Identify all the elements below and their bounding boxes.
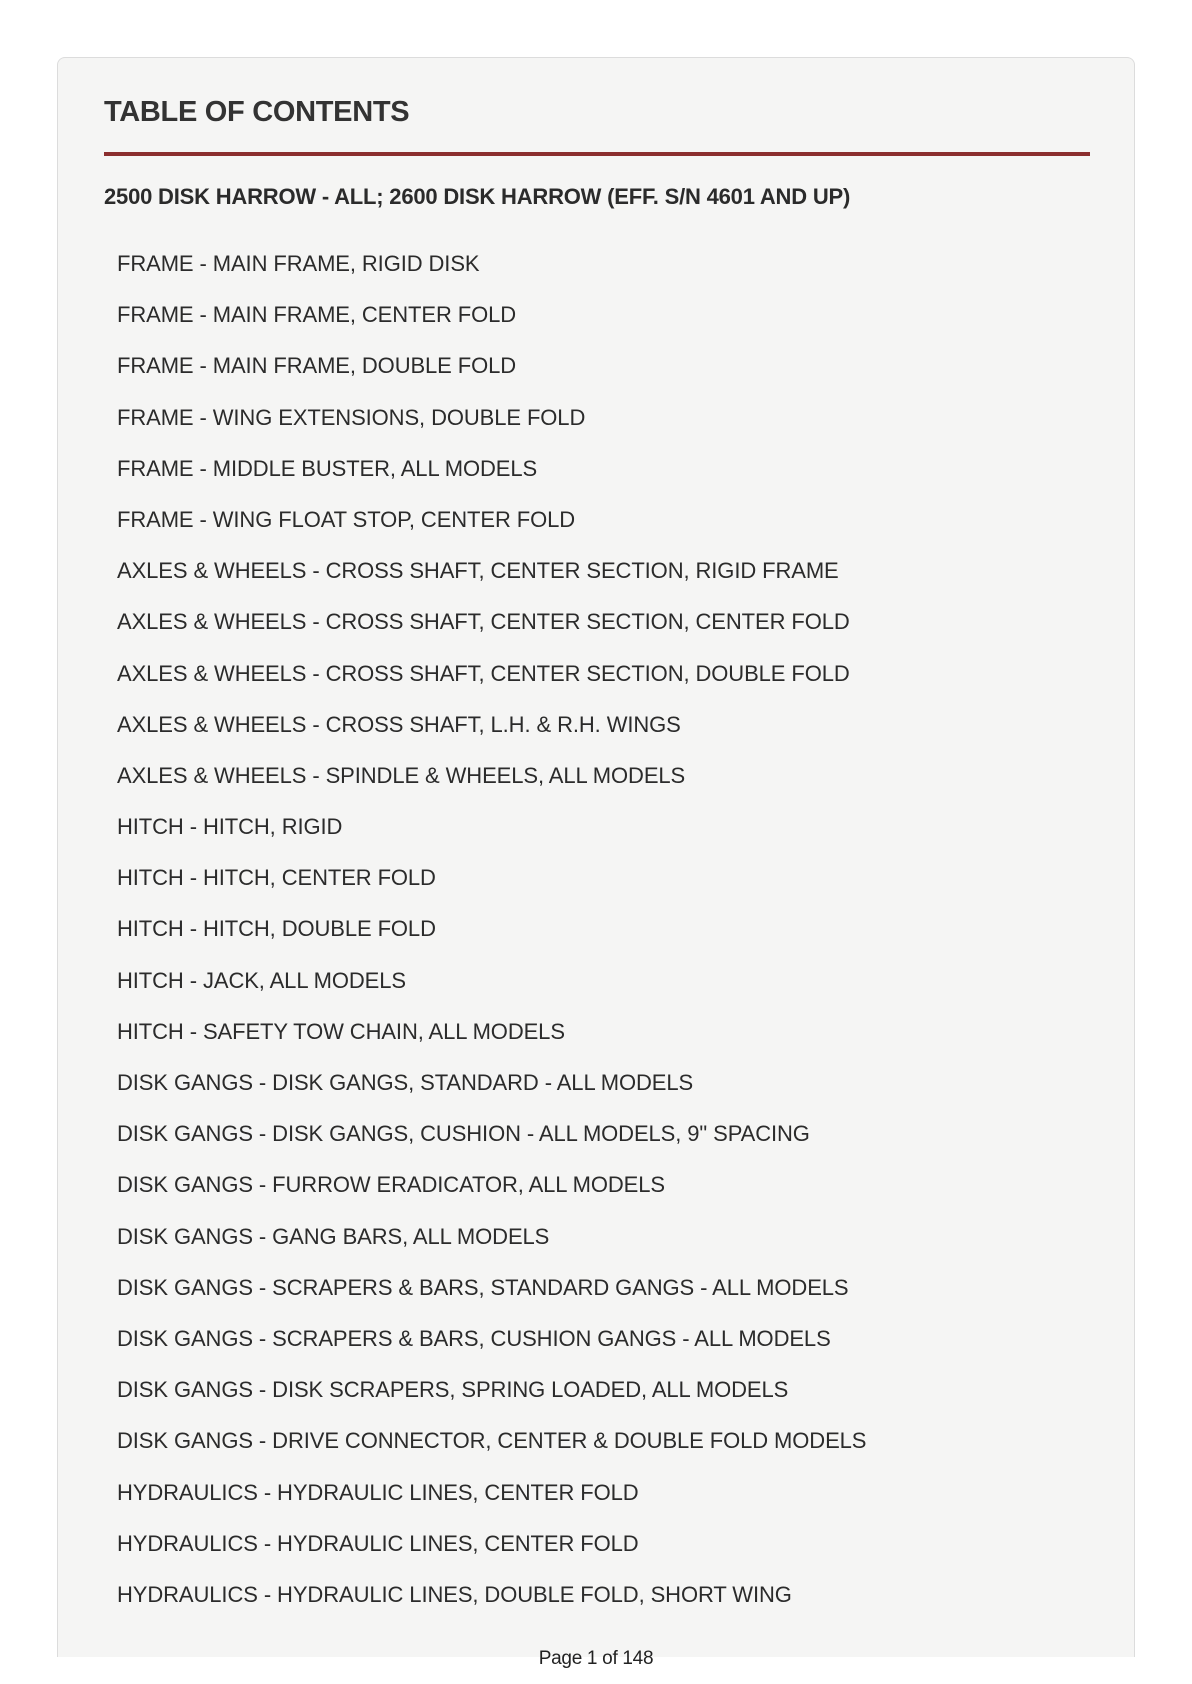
toc-entry[interactable]: AXLES & WHEELS - SPINDLE & WHEELS, ALL MODELS <box>117 762 686 788</box>
toc-entry[interactable]: HITCH - SAFETY TOW CHAIN, ALL MODELS <box>117 1018 565 1044</box>
toc-entry[interactable]: DISK GANGS - DRIVE CONNECTOR, CENTER & DOUBLE FOLD MODELS <box>117 1428 867 1454</box>
toc-entry[interactable]: FRAME - WING FLOAT STOP, CENTER FOLD <box>117 506 576 532</box>
toc-entry[interactable]: DISK GANGS - DISK GANGS, STANDARD - ALL MODELS <box>117 1070 694 1095</box>
toc-entry[interactable]: DISK GANGS - SCRAPERS & BARS, CUSHION GANGS - ALL MODELS <box>117 1325 831 1351</box>
toc-panel <box>57 57 1135 1657</box>
toc-entry[interactable]: AXLES & WHEELS - CROSS SHAFT, CENTER SECTION, CENTER FOLD <box>117 609 850 635</box>
toc-entry[interactable]: HITCH - HITCH, CENTER FOLD <box>117 865 436 891</box>
toc-entry[interactable]: AXLES & WHEELS - CROSS SHAFT, L.H. & R.H. WINGS <box>117 711 681 737</box>
toc-entry[interactable]: HYDRAULICS - HYDRAULIC LINES, CENTER FOLD <box>117 1530 639 1556</box>
title-divider <box>104 152 1090 156</box>
toc-entry-list <box>117 251 866 1633</box>
toc-entry[interactable]: FRAME - MAIN FRAME, CENTER FOLD <box>117 302 517 328</box>
toc-entry[interactable]: HYDRAULICS - HYDRAULIC LINES, CENTER FOLD <box>117 1479 639 1505</box>
toc-entry[interactable]: DISK GANGS - FURROW ERADICATOR, ALL MODELS <box>117 1172 665 1198</box>
toc-entry[interactable]: DISK GANGS - GANG BARS, ALL MODELS <box>117 1223 550 1249</box>
toc-entry[interactable]: HITCH - JACK, ALL MODELS <box>117 967 406 993</box>
page-title: TABLE OF CONTENTS <box>104 96 410 128</box>
toc-entry[interactable]: FRAME - MIDDLE BUSTER, ALL MODELS <box>117 455 538 481</box>
toc-entry[interactable]: HITCH - HITCH, RIGID <box>117 814 343 840</box>
toc-entry[interactable]: AXLES & WHEELS - CROSS SHAFT, CENTER SECTION, DOUBLE FOLD <box>117 660 850 686</box>
toc-entry[interactable]: AXLES & WHEELS - CROSS SHAFT, CENTER SECTION, RIGID FRAME <box>117 558 839 584</box>
toc-entry[interactable]: HYDRAULICS - HYDRAULIC LINES, DOUBLE FOLD, SHORT WING <box>117 1581 792 1607</box>
toc-entry[interactable]: DISK GANGS - DISK SCRAPERS, SPRING LOADED, ALL MODELS <box>117 1377 789 1403</box>
toc-entry[interactable]: FRAME - MAIN FRAME, DOUBLE FOLD <box>117 353 517 379</box>
section-heading: 2500 DISK HARROW - ALL; 2600 DISK HARROW (EFF. S/N 4601 AND UP) <box>104 184 851 209</box>
toc-entry[interactable]: DISK GANGS - DISK GANGS, CUSHION - ALL MODELS, 9" SPACING <box>117 1121 810 1147</box>
toc-entry[interactable]: HITCH - HITCH, DOUBLE FOLD <box>117 916 436 942</box>
page-footer: Page 1 of 148 <box>538 1648 654 1669</box>
toc-entry[interactable]: DISK GANGS - SCRAPERS & BARS, STANDARD GANGS - ALL MODELS <box>117 1274 849 1300</box>
toc-entry[interactable]: FRAME - MAIN FRAME, RIGID DISK <box>117 251 480 276</box>
toc-entry[interactable]: FRAME - WING EXTENSIONS, DOUBLE FOLD <box>117 404 586 430</box>
